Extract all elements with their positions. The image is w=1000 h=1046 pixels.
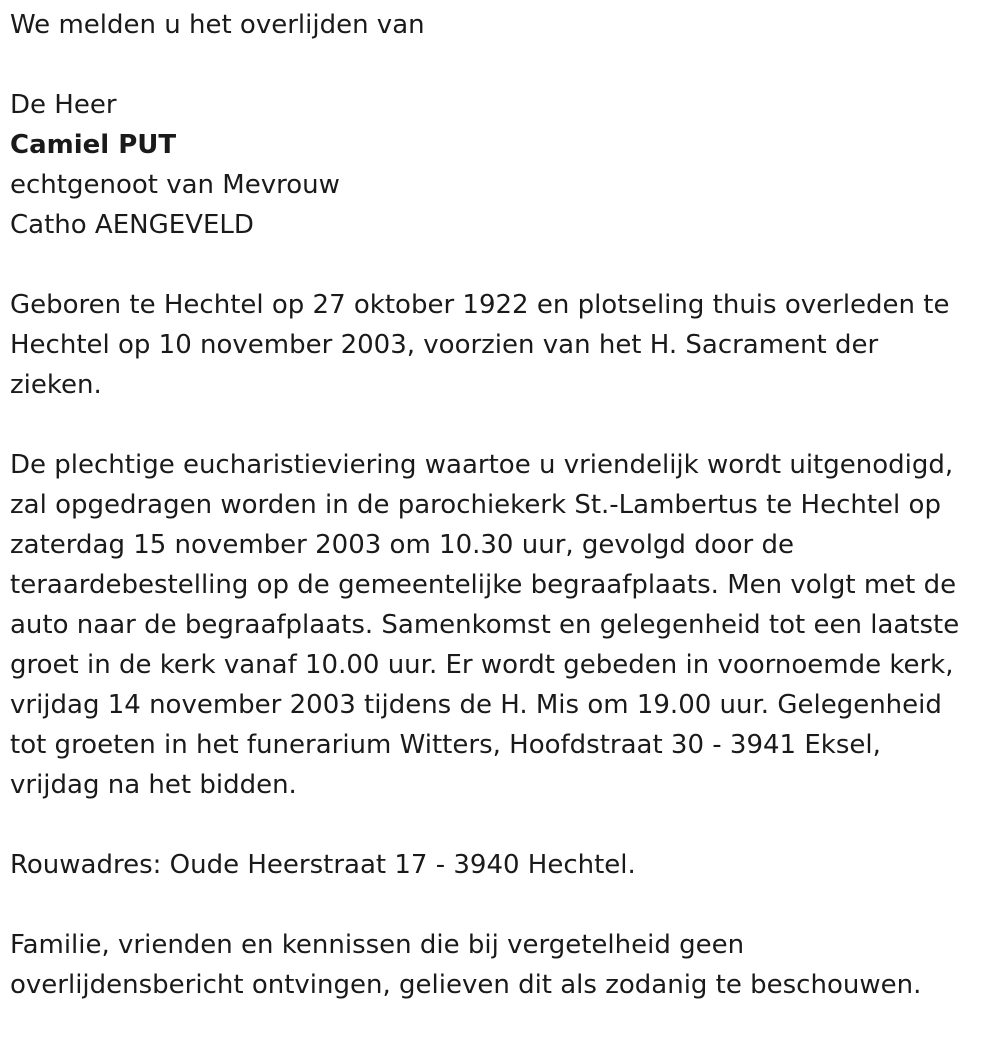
title-prefix: De Heer — [10, 90, 117, 120]
death-notice — [10, 5, 995, 1005]
paragraph-line: vrijdag na het bidden. — [10, 770, 297, 800]
paragraph-line: zieken. — [10, 370, 102, 400]
paragraph-line: zaterdag 15 november 2003 om 10.30 uur, gevolgd door de — [10, 530, 794, 560]
paragraph-line: Geboren te Hechtel op 27 oktober 1922 en plotseling thuis overleden te — [10, 290, 950, 320]
paragraph-line: Familie, vrienden en kennissen die bij vergetelheid geen — [10, 930, 745, 960]
spouse-name: Catho AENGEVELD — [10, 210, 254, 240]
paragraph-line: tot groeten in het funerarium Witters, Hoofdstraat 30 - 3941 Eksel, — [10, 730, 881, 760]
spacer — [10, 405, 995, 445]
ceremony-paragraph — [10, 445, 995, 805]
deceased-name: Camiel PUT — [10, 130, 177, 160]
mourning-address: Rouwadres: Oude Heerstraat 17 - 3940 Hechtel. — [10, 850, 636, 880]
paragraph-line: vrijdag 14 november 2003 tijdens de H. Mis om 19.00 uur. Gelegenheid — [10, 690, 942, 720]
paragraph-line: auto naar de begraafplaats. Samenkomst en gelegenheid tot een laatste — [10, 610, 960, 640]
birth-death-paragraph — [10, 285, 995, 405]
paragraph-line: groet in de kerk vanaf 10.00 uur. Er wordt gebeden in voornoemde kerk, — [10, 650, 954, 680]
spacer — [10, 805, 995, 845]
paragraph-line: overlijdensbericht ontvingen, gelieven dit als zodanig te beschouwen. — [10, 970, 922, 1000]
paragraph-line: zal opgedragen worden in de parochiekerk St.-Lambertus te Hechtel op — [10, 490, 941, 520]
spouse-line: echtgenoot van Mevrouw — [10, 170, 340, 200]
spacer — [10, 885, 995, 925]
intro-line: We melden u het overlijden van — [10, 10, 425, 40]
spacer — [10, 45, 995, 85]
paragraph-line: Hechtel op 10 november 2003, voorzien van het H. Sacrament der — [10, 330, 879, 360]
paragraph-line: teraardebestelling op de gemeentelijke begraafplaats. Men volgt met de — [10, 570, 957, 600]
paragraph-line: De plechtige eucharistieviering waartoe u vriendelijk wordt uitgenodigd, — [10, 450, 954, 480]
spacer — [10, 245, 995, 285]
closing-paragraph — [10, 925, 995, 1005]
